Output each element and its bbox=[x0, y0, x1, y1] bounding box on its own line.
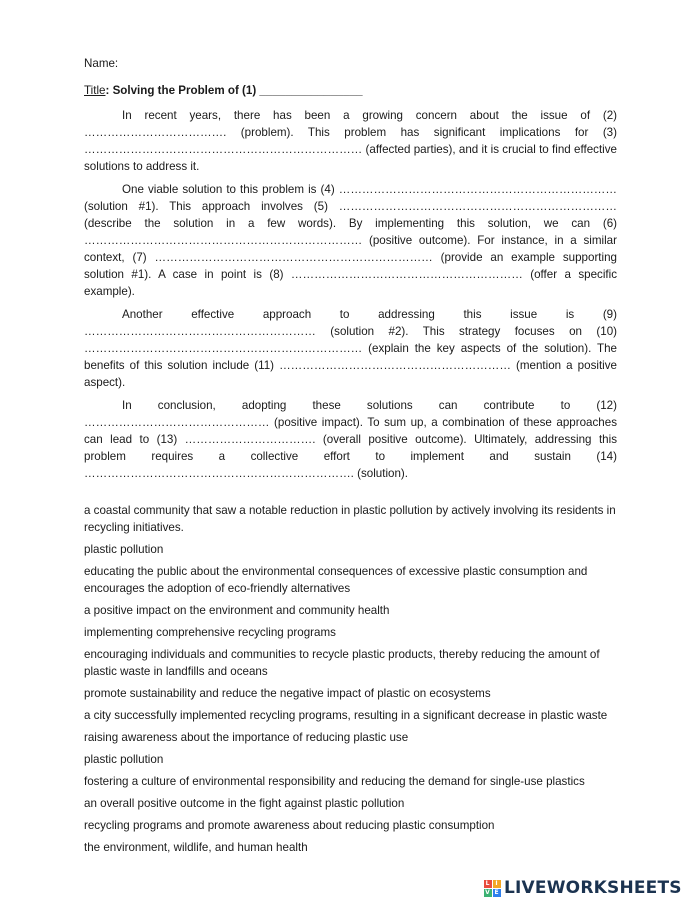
worksheet bbox=[84, 55, 617, 861]
worksheet-title bbox=[84, 82, 617, 99]
title-text: : Solving the Problem of (1) ________________ bbox=[105, 84, 363, 97]
answer-option[interactable]: fostering a culture of environmental responsibility and reducing the demand for single-use plastics bbox=[84, 775, 585, 788]
answer-option[interactable]: plastic pollution bbox=[84, 543, 164, 556]
answer-option[interactable]: raising awareness about the importance of reducing plastic use bbox=[84, 731, 409, 744]
answer-option[interactable]: implementing comprehensive recycling programs bbox=[84, 626, 336, 639]
logo-mark-cell: I bbox=[493, 880, 501, 888]
liveworksheets-logo-icon bbox=[483, 879, 501, 897]
liveworksheets-logo bbox=[483, 877, 682, 899]
essay-body bbox=[84, 107, 617, 482]
essay-paragraph-intro: In recent years, there has been a growing concern about the issue of (2) ………………………………. (problem). This problem has significant implications for (3) ……………………………………………………………… (affected parties), and it is crucial to find effective solutions to address it. bbox=[84, 109, 617, 173]
answer-option[interactable]: educating the public about the environmental consequences of excessive plastic consumption and encourages the adoption of eco-friendly alternatives bbox=[84, 565, 588, 595]
answer-option[interactable]: promote sustainability and reduce the negative impact of plastic on ecosystems bbox=[84, 687, 491, 700]
logo-wordmark: LIVEWORKSHEETS bbox=[504, 878, 682, 898]
answer-option[interactable]: a positive impact on the environment and community health bbox=[84, 604, 390, 617]
essay-paragraph-solution-1: One viable solution to this problem is (4) ……………………………………………………………… (solution #1). This approach involves (5) ……………………………………………………………… (describe the solution in a few words). By implementing this solution, we can (6) ……………………………………………………………… (positive outcome). For instance, in a similar context, (7) ……………………………………………………………… (provide an example supporting solution #1). A case in point is (8) …………………………………………………… (offer a specific example). bbox=[84, 183, 617, 298]
answer-option[interactable]: encouraging individuals and communities to recycle plastic products, thereby reducing the amount of plastic waste in landfills and oceans bbox=[84, 648, 600, 678]
answer-option[interactable]: an overall positive outcome in the fight against plastic pollution bbox=[84, 797, 405, 810]
answer-option[interactable]: a coastal community that saw a notable reduction in plastic pollution by actively involving its residents in recycling initiatives. bbox=[84, 504, 616, 534]
answer-option[interactable]: recycling programs and promote awareness about reducing plastic consumption bbox=[84, 819, 495, 832]
name-label: Name: bbox=[84, 57, 119, 70]
logo-mark-cell: V bbox=[485, 888, 490, 896]
logo-mark-cell: E bbox=[494, 888, 499, 896]
title-prefix: Title bbox=[84, 84, 106, 97]
answer-option[interactable]: the environment, wildlife, and human health bbox=[84, 841, 308, 854]
answer-options-list bbox=[84, 502, 617, 856]
essay-paragraph-conclusion: In conclusion, adopting these solutions can contribute to (12) ………………………………………… (positive impact). To sum up, a combination of these approaches can lead to (13) ……………………………. (overall positive outcome). Ultimately, addressing this problem requires a collective effort to implement and sustain (14) ……………………………………………………………. (solution). bbox=[84, 399, 617, 480]
answer-option[interactable]: a city successfully implemented recycling programs, resulting in a significant decrease in plastic waste bbox=[84, 709, 608, 722]
answer-option[interactable]: plastic pollution bbox=[84, 753, 164, 766]
logo-mark-cell: L bbox=[484, 880, 492, 888]
essay-paragraph-solution-2: Another effective approach to addressing this issue is (9) …………………………………………………… (solution #2). This strategy focuses on (10) ……………………………………………………………… (explain the key aspects of the solution). The benefits of this solution include (11) …………………………………………………… (mention a positive aspect). bbox=[84, 308, 617, 389]
